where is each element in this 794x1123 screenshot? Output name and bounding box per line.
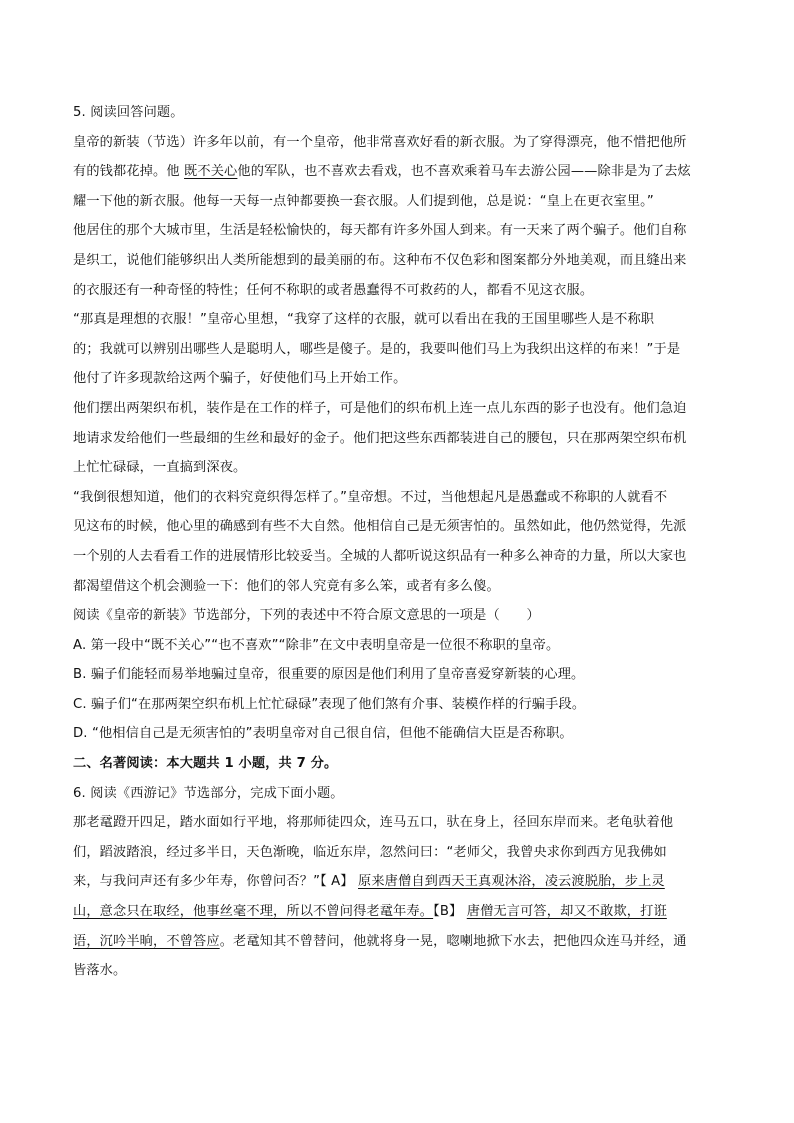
passage-text: 。老鼋知其不曾替问，他就将身一晃，唿喇地掀下水去，把他四众连马并经，通: [219, 933, 687, 949]
passage-line: [73, 867, 718, 897]
passage-line: 他付了许多现款给这两个骗子，好使他们马上开始工作。: [73, 371, 407, 387]
passage-line: [73, 157, 718, 187]
question-6-heading: 6. 阅读《西游记》节选部分，完成下面小题。: [73, 785, 344, 801]
passage-line: 耀一下他的新衣服。他每一天每一点钟都要换一套衣服。人们提到他，总是说：“皇上在更衣室里。”: [73, 193, 654, 209]
passage-text: 有的钱都花掉。他: [73, 164, 185, 180]
option-d: D. “他相信自己是无须害怕的”表明皇帝对自己很自信，但他不能确信大臣是否称职。: [73, 726, 573, 742]
option-b: B. 骗子们能轻而易举地骗过皇帝，很重要的原因是他们利用了皇帝喜爱穿新装的心理。: [73, 667, 585, 683]
question-5-heading: 5. 阅读回答问题。: [73, 105, 184, 120]
passage-line: 见这布的时候，他心里的确感到有些不大自然。他相信自己是无须害怕的。虽然如此，他仍然觉得，先派: [73, 519, 687, 535]
passage-text: 来，与我问声还有多少年寿，你曾问否？”【 A】: [73, 874, 358, 890]
passage-line: 那老鼋蹬开四足，踏水面如行平地，将那师徒四众，连马五口，驮在身上，径回东岸而来。老龟驮着他: [73, 815, 674, 831]
passage-line: [73, 897, 718, 927]
underlined-passage-b: 语，沉吟半晌，不曾答应: [73, 933, 220, 949]
section-2-heading: [73, 749, 718, 779]
passage-line: “那真是理想的衣服！”皇帝心里想，“我穿了这样的衣服，就可以看出在我的王国里哪些人是不称职: [73, 312, 655, 328]
underlined-passage-a: 山，意念只在取经，他事丝毫不理，所以不曾问得老鼋年寿。: [73, 904, 434, 920]
passage-line: 皇帝的新装（节选）许多年以前，有一个皇帝，他非常喜欢好看的新衣服。为了穿得漂亮，他不惜把他所: [73, 134, 687, 150]
marker-b: 【B】: [433, 904, 467, 920]
underlined-passage-a: 原来唐僧自到西天王真观沐浴，凌云渡脱胎，步上灵: [358, 874, 665, 890]
passage-line: 们，蹈波踏浪，经过多半日，天色渐晚，临近东岸，忽然问曰：“老师父，我曾央求你到西方见我佛如: [73, 844, 667, 860]
section-2-detail: 本大题共 1 小题，共 7 分。: [166, 756, 338, 772]
passage-line: 他居住的那个大城市里，生活是轻松愉快的，每天都有许多外国人到来。有一天来了两个骗子。他们自称: [73, 223, 687, 239]
passage-line: [73, 927, 718, 957]
underlined-passage-b: 唐僧无言可答，却又不敢欺，打诳: [466, 904, 667, 920]
passage-line: 的衣服还有一种奇怪的特性；任何不称职的或者愚蠢得不可救药的人，都看不见这衣服。: [73, 282, 594, 298]
option-c: C. 骗子们“在那两架空织布机上忙忙碌碌”表现了他们煞有介事、装模作样的行骗手段。: [73, 696, 586, 712]
passage-line: 一个别的人去看看工作的进展情形比较妥当。全城的人都听说这织品有一种多么神奇的力量，所以大家也: [73, 548, 687, 564]
passage-text: 他的军队，也不喜欢去看戏，也不喜欢乘着马车去游公园——除非是为了去炫: [237, 164, 691, 180]
passage-line: 都渴望借这个机会测验一下：他们的邻人究竟有多么笨，或者有多么傻。: [73, 578, 500, 594]
underlined-phrase: 既不关心: [184, 164, 238, 180]
section-2-prefix: 二、名著阅读：: [73, 756, 167, 772]
option-a: A. 第一段中“既不关心”“也不喜欢”“除非”在文中表明皇帝是一位很不称职的皇帝。: [73, 637, 560, 653]
passage-line: 他们摆出两架织布机，装作是在工作的样子，可是他们的织布机上连一点儿东西的影子也没有。他们急迫: [73, 400, 687, 416]
passage-line: 皆落水。: [73, 963, 127, 979]
passage-line: 的；我就可以辨别出哪些人是聪明人，哪些是傻子。是的，我要叫他们马上为我织出这样的布来！”于是: [73, 341, 681, 357]
passage-line: 是织工，说他们能够织出人类所能想到的最美丽的布。这种布不仅色彩和图案都分外地美观，而且缝出来: [73, 252, 687, 268]
passage-line: 地请求发给他们一些最细的生丝和最好的金子。他们把这些东西都装进自己的腰包，只在那两架空织布机: [73, 430, 687, 446]
passage-line: 上忙忙碌碌，一直搞到深夜。: [73, 460, 247, 476]
question-5-prompt: 阅读《皇帝的新装》节选部分，下列的表述中不符合原文意思的一项是（ ）: [73, 608, 540, 624]
passage-line: “我倒很想知道，他们的衣料究竟织得怎样了。”皇帝想。不过，当他想起凡是愚蠢或不称职的人就看不: [73, 489, 668, 505]
